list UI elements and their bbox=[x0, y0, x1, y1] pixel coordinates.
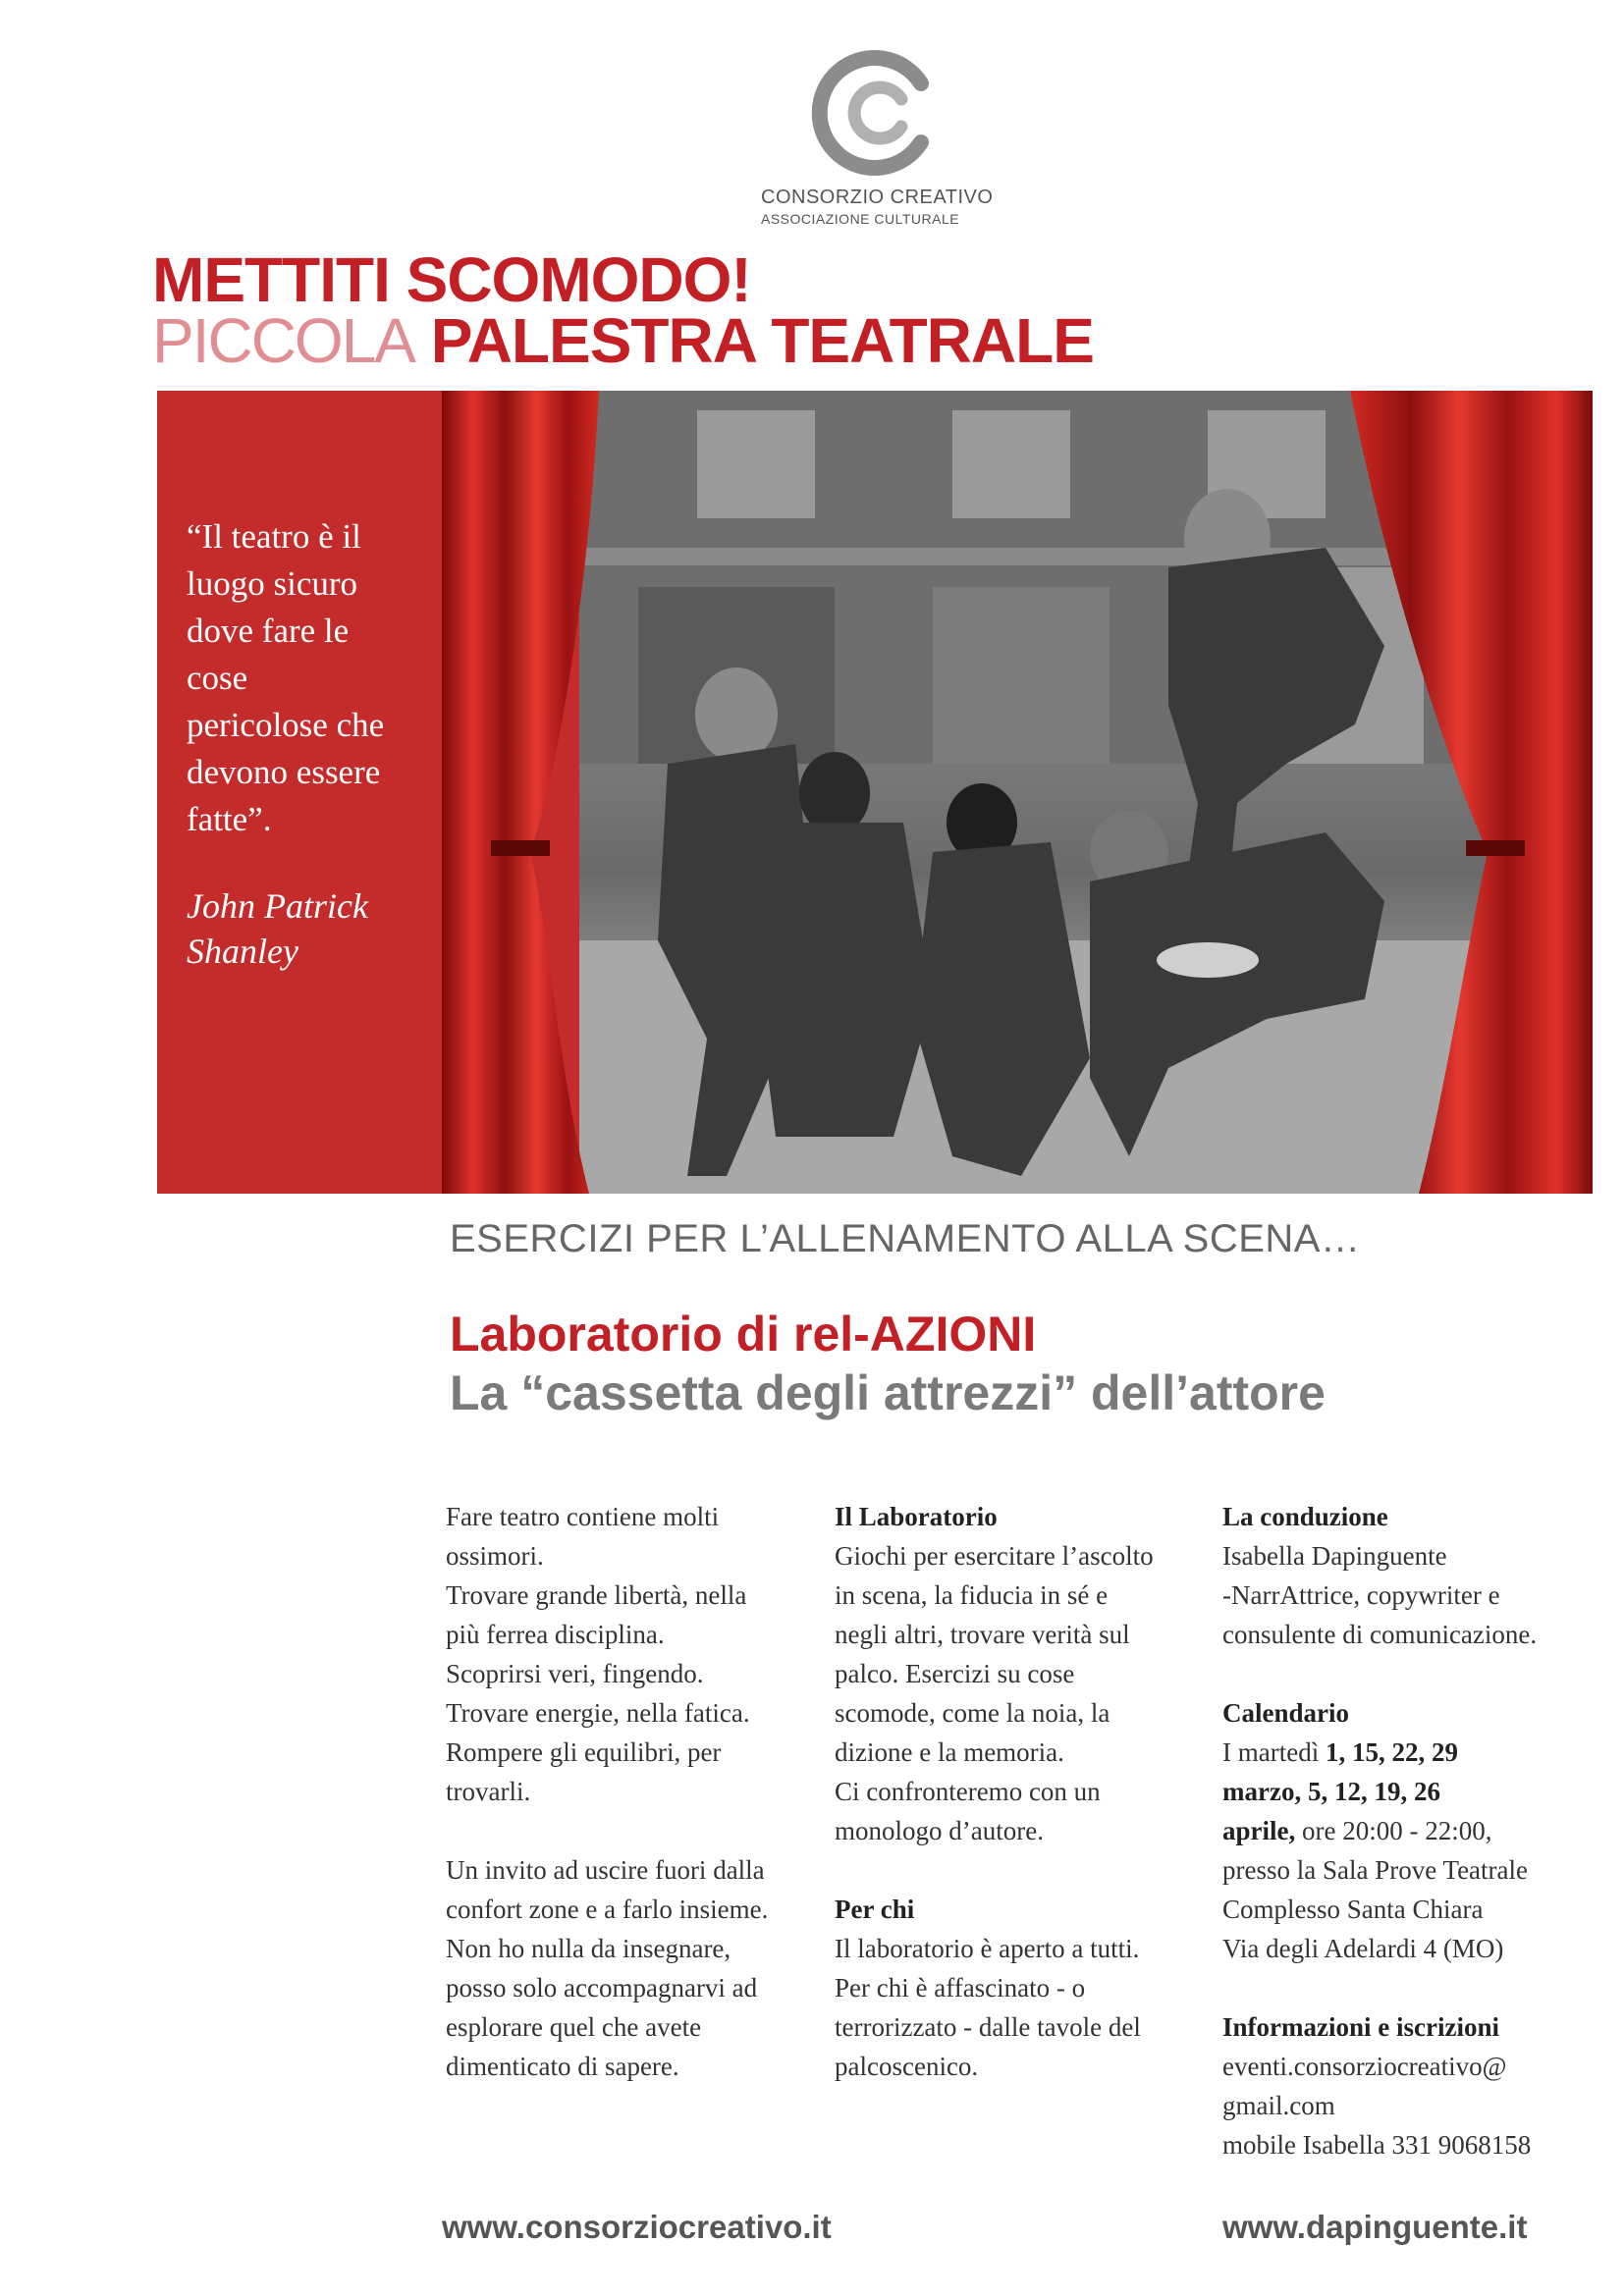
quote-line: cose bbox=[187, 659, 248, 697]
text-line: Via degli Adelardi 4 (MO) bbox=[1222, 1934, 1504, 1963]
website-consorzio: www.consorziocreativo.it bbox=[442, 2209, 832, 2245]
calendar-line bbox=[1222, 1733, 1596, 1772]
text-line: -NarrAttrice, copywriter e bbox=[1222, 1580, 1500, 1610]
section-heading: Informazioni e iscrizioni bbox=[1222, 2012, 1499, 2042]
text-line: Isabella Dapinguente bbox=[1222, 1541, 1447, 1571]
text-line: posso solo accompagnarvi ad bbox=[446, 1973, 758, 2002]
column-info bbox=[1222, 1497, 1596, 2164]
column-intro bbox=[446, 1497, 819, 2086]
text-line: consulente di comunicazione. bbox=[1222, 1620, 1538, 1649]
lab-subtitle: La “cassetta degli attrezzi” dell’attore bbox=[450, 1365, 1326, 1420]
text-line: trovarli. bbox=[446, 1777, 531, 1806]
consorzio-c-logo-icon bbox=[805, 44, 943, 182]
text-line: Scoprirsi veri, fingendo. bbox=[446, 1659, 704, 1688]
quote-line: devono essere bbox=[187, 753, 381, 791]
logo-name: CONSORZIO CREATIVO bbox=[761, 187, 994, 208]
website-dapinguente: www.dapinguente.it bbox=[1222, 2209, 1528, 2245]
quote bbox=[187, 513, 442, 843]
text-line: Un invito ad uscire fuori dalla bbox=[446, 1855, 765, 1885]
text-line: Per chi è affascinato - o bbox=[835, 1973, 1086, 2002]
main-title: METTITI SCOMODO! bbox=[152, 244, 751, 315]
banner bbox=[157, 391, 1593, 1194]
text-line: Rompere gli equilibri, per bbox=[446, 1737, 722, 1767]
text-line: ossimori. bbox=[446, 1541, 544, 1571]
text-line: monologo d’autore. bbox=[835, 1816, 1044, 1845]
logo-text bbox=[761, 187, 997, 227]
curtain-left-icon bbox=[442, 391, 599, 1194]
phone-text: mobile Isabella 331 9068158 bbox=[1222, 2130, 1532, 2160]
email-text: gmail.com bbox=[1222, 2091, 1335, 2120]
text-line: palco. Esercizi su cose bbox=[835, 1659, 1075, 1688]
sub-title bbox=[152, 304, 1094, 377]
text-line: scomode, come la noia, la bbox=[835, 1698, 1110, 1728]
text-line: dizione e la memoria. bbox=[835, 1737, 1064, 1767]
logo-subtitle: ASSOCIAZIONE CULTURALE bbox=[761, 211, 960, 227]
text-line: presso la Sala Prove Teatrale bbox=[1222, 1855, 1529, 1885]
author-line: Shanley bbox=[187, 932, 298, 971]
text-line: terrorizzato - dalle tavole del bbox=[835, 2012, 1141, 2042]
text-line: dimenticato di sapere. bbox=[446, 2052, 679, 2081]
section-heading: Per chi bbox=[835, 1895, 915, 1924]
sub-title-bold: PALESTRA TEATRALE bbox=[430, 305, 1094, 376]
quote-line: luogo sicuro bbox=[187, 564, 358, 603]
section-heading: Calendario bbox=[1222, 1698, 1350, 1728]
lab-title: Laboratorio di rel-AZIONI bbox=[450, 1307, 1037, 1362]
text-line: Non ho nulla da insegnare, bbox=[446, 1934, 731, 1963]
tagline: ESERCIZI PER L’ALLENAMENTO ALLA SCENA… bbox=[450, 1217, 1361, 1260]
text-line: più ferrea disciplina. bbox=[446, 1620, 665, 1649]
text-line: negli altri, trovare verità sul bbox=[835, 1620, 1130, 1649]
section-heading: Il Laboratorio bbox=[835, 1502, 998, 1531]
text-line: Complesso Santa Chiara bbox=[1222, 1895, 1484, 1924]
quote-line: “Il teatro è il bbox=[187, 517, 361, 556]
quote-line: dove fare le bbox=[187, 612, 350, 650]
text-line: Trovare energie, nella fatica. bbox=[446, 1698, 750, 1728]
author-line: John Patrick bbox=[187, 886, 368, 926]
text-line: confort zone e a farlo insieme. bbox=[446, 1895, 769, 1924]
calendar-line bbox=[1222, 1811, 1596, 1850]
curtain-right-icon bbox=[1350, 391, 1593, 1194]
email-text: eventi.consorziocreativo@ bbox=[1222, 2052, 1507, 2081]
text-line: Fare teatro contiene molti bbox=[446, 1502, 720, 1531]
quote-author bbox=[187, 883, 442, 974]
text-line: Giochi per esercitare l’ascolto bbox=[835, 1541, 1154, 1571]
column-laboratorio bbox=[835, 1497, 1208, 2086]
calendar-dates: aprile, bbox=[1222, 1816, 1296, 1845]
calendar-dates: marzo, 5, 12, 19, 26 bbox=[1222, 1777, 1440, 1806]
text-line: in scena, la fiducia in sé e bbox=[835, 1580, 1109, 1610]
text-line: esplorare quel che avete bbox=[446, 2012, 702, 2042]
text-line: Il laboratorio è aperto a tutti. bbox=[835, 1934, 1140, 1963]
text-line: Trovare grande libertà, nella bbox=[446, 1580, 747, 1610]
calendar-text: I martedì bbox=[1222, 1737, 1326, 1767]
calendar-line bbox=[1222, 1772, 1596, 1811]
calendar-text: ore 20:00 - 22:00, bbox=[1295, 1816, 1492, 1845]
sub-title-light: PICCOLA bbox=[152, 305, 414, 376]
quote-line: pericolose che bbox=[187, 706, 385, 744]
text-line: palcoscenico. bbox=[835, 2052, 979, 2081]
calendar-dates: 1, 15, 22, 29 bbox=[1325, 1737, 1458, 1767]
quote-line: fatte”. bbox=[187, 800, 272, 838]
text-line: Ci confronteremo con un bbox=[835, 1777, 1101, 1806]
section-heading: La conduzione bbox=[1222, 1502, 1388, 1531]
